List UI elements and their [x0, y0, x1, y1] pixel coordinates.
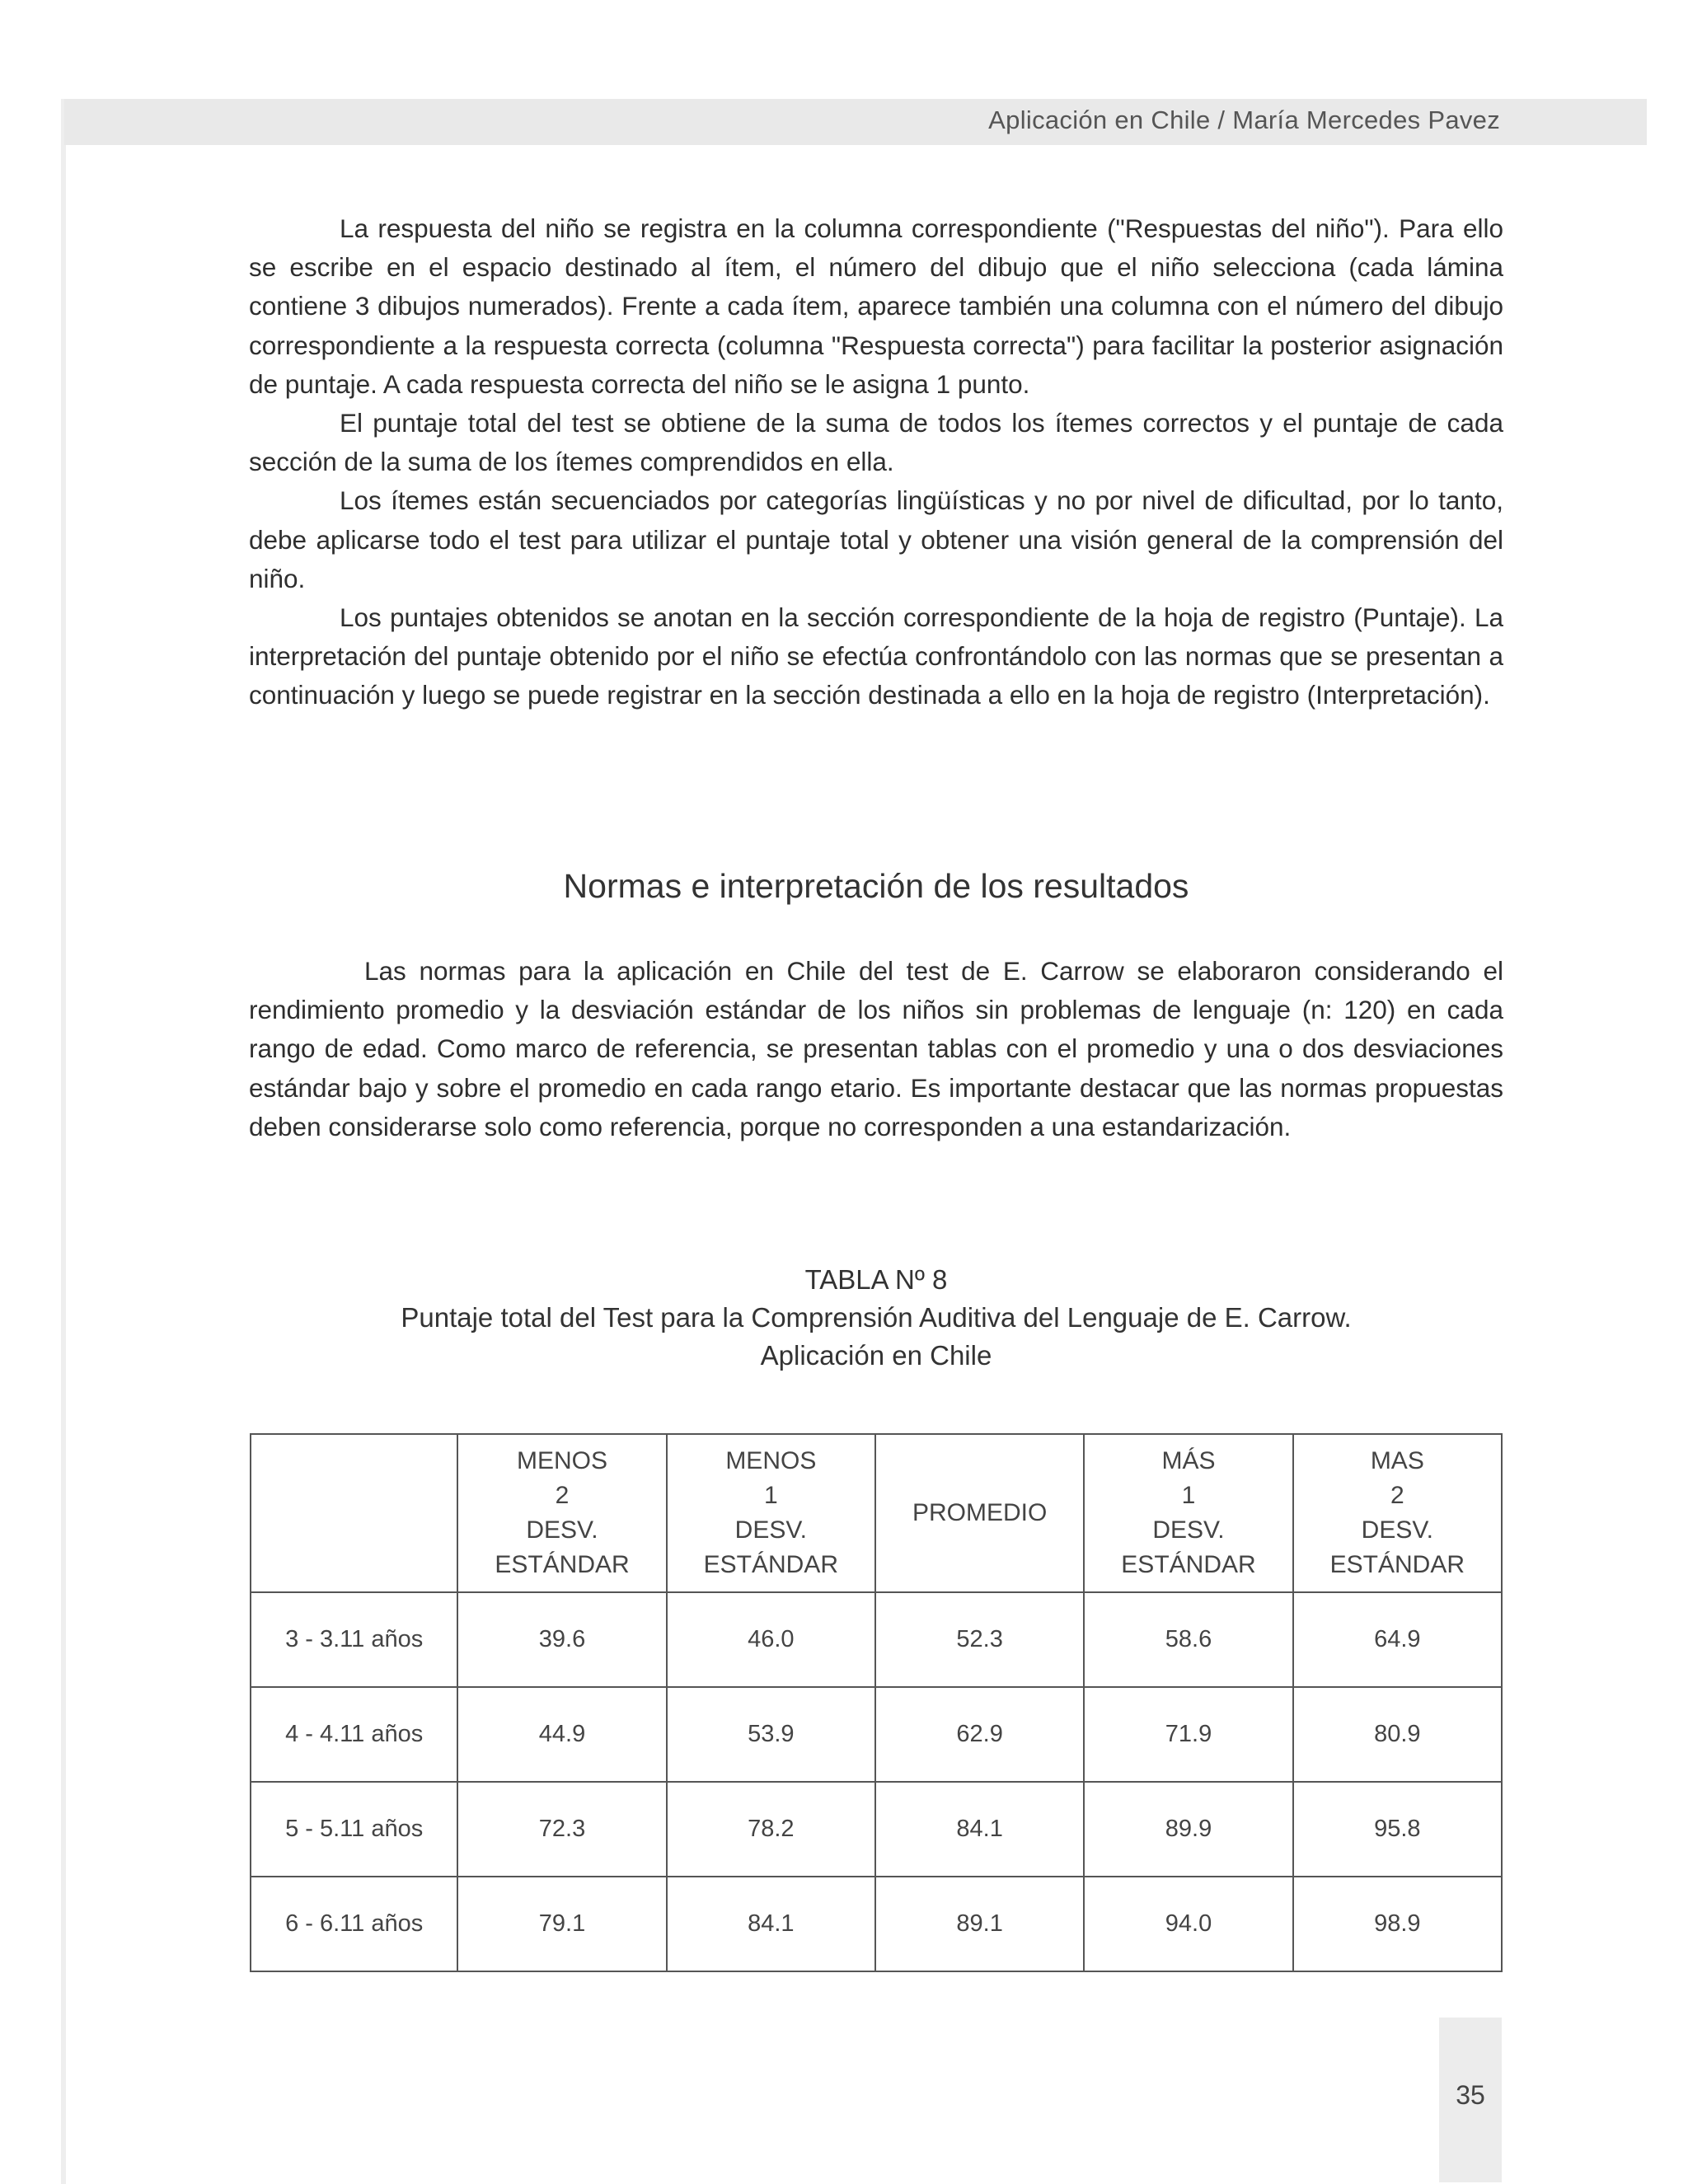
header-line: DESV. — [1152, 1516, 1225, 1544]
value-cell: 80.9 — [1293, 1687, 1502, 1782]
header-cell-empty — [251, 1434, 457, 1592]
table-header-row — [251, 1434, 1502, 1592]
header-line: 1 — [763, 1482, 778, 1509]
page-edge-shadow — [61, 99, 66, 2184]
header-line: MAS — [1370, 1447, 1424, 1474]
header-line: MENOS — [725, 1447, 817, 1474]
header-cell-plus-2sd — [1293, 1434, 1502, 1592]
table-row — [251, 1782, 1502, 1877]
value-cell: 71.9 — [1084, 1687, 1292, 1782]
norms-text — [249, 952, 1503, 1146]
value-cell: 89.1 — [875, 1877, 1084, 1971]
value-cell: 44.9 — [457, 1687, 666, 1782]
header-line: DESV. — [526, 1516, 598, 1544]
value-cell: 94.0 — [1084, 1877, 1292, 1971]
value-cell: 64.9 — [1293, 1592, 1502, 1687]
value-cell: 53.9 — [667, 1687, 875, 1782]
header-line: ESTÁNDAR — [495, 1551, 630, 1578]
header-line: PROMEDIO — [912, 1499, 1048, 1526]
table-row — [251, 1877, 1502, 1971]
paragraph-puntaje-total: El puntaje total del test se obtiene de la suma de todos los ítemes correctos y el puntaje de cada sección de la suma de los ítemes comprendidos en ella. — [249, 408, 1503, 477]
table-title: Puntaje total del Test para la Comprensión Auditiva del Lenguaje de E. Carrow. — [401, 1302, 1352, 1333]
table-subtitle: Aplicación en Chile — [760, 1340, 992, 1371]
header-line: DESV. — [1361, 1516, 1433, 1544]
table-number: TABLA Nº 8 — [804, 1264, 948, 1295]
value-cell: 46.0 — [667, 1592, 875, 1687]
value-cell: 84.1 — [875, 1782, 1084, 1877]
header-cell-promedio — [875, 1434, 1084, 1592]
header-cell-minus-1sd — [667, 1434, 875, 1592]
value-cell: 84.1 — [667, 1877, 875, 1971]
header-cell-minus-2sd — [457, 1434, 666, 1592]
page-number: 35 — [1456, 2080, 1485, 2110]
value-cell: 78.2 — [667, 1782, 875, 1877]
running-head: Aplicación en Chile / María Mercedes Pavez — [988, 105, 1500, 134]
header-line: ESTÁNDAR — [703, 1551, 838, 1578]
paragraph-respuesta: La respuesta del niño se registra en la columna correspondiente ("Respuestas del niño"). Para ello se escribe en el espacio destinado al ítem, el número del dibujo que el niño selecciona (cada lámina contiene 3 dibujos numerados). Frente a cada ítem, aparece también una columna con el número del dibujo correspondiente a la respuesta correcta (columna "Respuesta correcta") para facilitar la posterior asignación de puntaje. A cada respuesta correcta del niño se le asigna 1 punto. — [249, 213, 1503, 399]
header-line: ESTÁNDAR — [1329, 1551, 1465, 1578]
header-cell-plus-1sd — [1084, 1434, 1292, 1592]
value-cell: 79.1 — [457, 1877, 666, 1971]
age-cell: 5 - 5.11 años — [251, 1782, 457, 1877]
age-cell: 6 - 6.11 años — [251, 1877, 457, 1971]
age-cell: 4 - 4.11 años — [251, 1687, 457, 1782]
value-cell: 62.9 — [875, 1687, 1084, 1782]
value-cell: 98.9 — [1293, 1877, 1502, 1971]
table-caption — [249, 1261, 1503, 1375]
intro-text — [249, 209, 1503, 715]
value-cell: 58.6 — [1084, 1592, 1292, 1687]
paragraph-itemes: Los ítemes están secuenciados por categorías lingüísticas y no por nivel de dificultad, por lo tanto, debe aplicarse todo el test para utilizar el puntaje total y obtener una visión general de la comprensión del niño. — [249, 485, 1503, 593]
section-heading: Normas e interpretación de los resultados — [563, 867, 1189, 905]
header-line: DESV. — [734, 1516, 807, 1544]
header-line: 2 — [1390, 1482, 1404, 1509]
header-line: 1 — [1181, 1482, 1196, 1509]
header-line: ESTÁNDAR — [1121, 1551, 1256, 1578]
header-line: 2 — [555, 1482, 570, 1509]
paragraph-puntajes: Los puntajes obtenidos se anotan en la sección correspondiente de la hoja de registro (Puntaje). La interpretación del puntaje obtenido por el niño se efectúa confrontándolo con las normas que se presentan a continuación y luego se puede registrar en la sección destinada a ello en la hoja de registro (Interpretación). — [249, 602, 1503, 710]
norms-table — [250, 1433, 1503, 1972]
table-row — [251, 1687, 1502, 1782]
table-row — [251, 1592, 1502, 1687]
paragraph-normas: Las normas para la aplicación en Chile del test de E. Carrow se elaboraron considerando el rendimiento promedio y la desviación estándar de los niños sin problemas de lenguaje (n: 120) en cada rango de edad. Como marco de referencia, se presentan tablas con el promedio y una o dos desviaciones estándar bajo y sobre el promedio en cada rango etario. Es importante destacar que las normas propuestas deben considerarse solo como referencia, porque no corresponden a una estandarización. — [249, 956, 1503, 1141]
value-cell: 95.8 — [1293, 1782, 1502, 1877]
value-cell: 89.9 — [1084, 1782, 1292, 1877]
header-line: MENOS — [516, 1447, 607, 1474]
value-cell: 52.3 — [875, 1592, 1084, 1687]
header-line: MÁS — [1161, 1447, 1216, 1474]
value-cell: 39.6 — [457, 1592, 666, 1687]
value-cell: 72.3 — [457, 1782, 666, 1877]
age-cell: 3 - 3.11 años — [251, 1592, 457, 1687]
